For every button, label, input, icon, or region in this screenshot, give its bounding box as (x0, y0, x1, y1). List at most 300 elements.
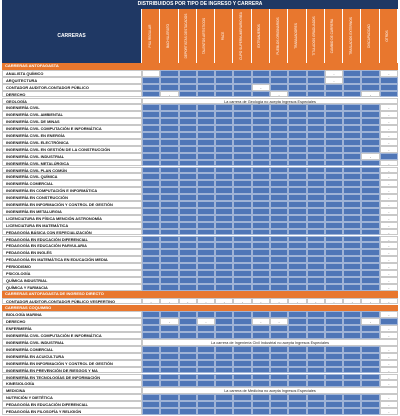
cell-enabled (252, 77, 270, 84)
cell-enabled (197, 263, 215, 270)
cell-enabled (215, 325, 233, 332)
table-row (2, 180, 398, 187)
cell-enabled (343, 380, 361, 387)
cell-enabled (179, 346, 197, 353)
cell-enabled (288, 187, 306, 194)
cell-enabled (160, 146, 178, 153)
cell-enabled (288, 173, 306, 180)
cell-enabled (270, 360, 288, 367)
cell-enabled (160, 215, 178, 222)
cell-enabled (215, 222, 233, 229)
table-row (2, 394, 398, 401)
cell-enabled (252, 70, 270, 77)
cell-enabled (179, 187, 197, 194)
cell-enabled (233, 104, 251, 111)
cell-enabled (160, 139, 178, 146)
cell-enabled (252, 160, 270, 167)
table-row (2, 111, 398, 118)
cell-enabled (361, 236, 379, 243)
cell-enabled (343, 311, 361, 318)
cell-enabled (325, 380, 343, 387)
cell-disabled: - (380, 167, 398, 174)
career-name: INGENIERÍA COMERCIAL (2, 180, 142, 187)
cell-enabled (343, 84, 361, 91)
cell-enabled (179, 118, 197, 125)
cell-enabled (215, 311, 233, 318)
cell-disabled: - (380, 132, 398, 139)
cell-enabled (307, 332, 325, 339)
cell-enabled (179, 180, 197, 187)
cell-enabled (142, 380, 160, 387)
cell-disabled: - (380, 374, 398, 381)
cell-enabled (307, 249, 325, 256)
career-name: INGENIERÍA EN ACUICULTURA (2, 353, 142, 360)
cell-enabled (307, 242, 325, 249)
career-name: INGENIERÍA CIVIL INDUSTRIAL (2, 153, 142, 160)
cell-enabled (233, 249, 251, 256)
cell-enabled (252, 118, 270, 125)
career-name: INGENIERÍA CIVIL EN ENERGÍA (2, 132, 142, 139)
cell-enabled (270, 77, 288, 84)
cell-enabled (179, 374, 197, 381)
cell-enabled (142, 311, 160, 318)
cell-enabled (343, 180, 361, 187)
cell-enabled (288, 91, 306, 98)
cell-enabled (142, 318, 160, 325)
cell-enabled (361, 132, 379, 139)
cell-enabled (288, 263, 306, 270)
column-header (288, 9, 306, 63)
cell-disabled: - (215, 298, 233, 305)
table-row (2, 236, 398, 243)
cell-enabled (361, 394, 379, 401)
table-row (2, 387, 398, 394)
cell-enabled (270, 125, 288, 132)
cell-enabled (215, 208, 233, 215)
career-name: PEDAGOGÍA EN FILOSOFÍA Y RELIGIÓN (2, 408, 142, 415)
cell-enabled (197, 229, 215, 236)
cell-enabled (288, 77, 306, 84)
cell-enabled (307, 167, 325, 174)
cell-enabled (197, 167, 215, 174)
table-row (2, 353, 398, 360)
cell-disabled: - (380, 380, 398, 387)
cell-disabled: - (380, 249, 398, 256)
cell-enabled (307, 229, 325, 236)
column-header-label: CAMBIO DE CARRERA (330, 18, 335, 54)
cell-enabled (361, 77, 379, 84)
cell-enabled (160, 187, 178, 194)
cell-enabled (325, 249, 343, 256)
cell-enabled (361, 380, 379, 387)
cell-enabled (197, 236, 215, 243)
cell-enabled (197, 132, 215, 139)
cell-enabled (197, 380, 215, 387)
cell-enabled (142, 236, 160, 243)
cell-enabled (215, 167, 233, 174)
cell-enabled (252, 208, 270, 215)
cell-enabled (215, 111, 233, 118)
cell-disabled: - (197, 318, 215, 325)
cell-enabled (270, 325, 288, 332)
cell-enabled (325, 229, 343, 236)
cell-enabled (307, 277, 325, 284)
cell-enabled (325, 160, 343, 167)
cell-enabled (270, 167, 288, 174)
cell-enabled (233, 380, 251, 387)
cell-enabled (215, 194, 233, 201)
cell-enabled (179, 311, 197, 318)
cell-enabled (307, 146, 325, 153)
cell-enabled (270, 118, 288, 125)
cell-enabled (233, 187, 251, 194)
cell-enabled (288, 249, 306, 256)
table-row (2, 173, 398, 180)
column-header (233, 9, 251, 63)
career-name: PEDAGOGÍA EN EDUCACIÓN DIFERENCIAL (2, 236, 142, 243)
cell-enabled (142, 263, 160, 270)
cell-enabled (215, 132, 233, 139)
career-name: INGENIERÍA CIVIL AMBIENTAL (2, 111, 142, 118)
cell-enabled (160, 346, 178, 353)
cell-enabled (343, 346, 361, 353)
cell-enabled (252, 180, 270, 187)
cell-enabled (307, 173, 325, 180)
cell-enabled (270, 367, 288, 374)
cell-enabled (252, 360, 270, 367)
table-row (2, 160, 398, 167)
cell-enabled (197, 242, 215, 249)
cell-enabled (307, 194, 325, 201)
table-row (2, 132, 398, 139)
cell-enabled (343, 401, 361, 408)
cell-disabled: - (270, 298, 288, 305)
cell-enabled (325, 215, 343, 222)
cell-disabled: - (160, 298, 178, 305)
cell-enabled (288, 277, 306, 284)
cell-enabled (252, 249, 270, 256)
cell-enabled (142, 125, 160, 132)
table-row (2, 118, 398, 125)
cell-enabled (307, 346, 325, 353)
cell-enabled (197, 401, 215, 408)
cell-enabled (179, 132, 197, 139)
cell-enabled (197, 408, 215, 415)
cell-enabled (142, 401, 160, 408)
cell-enabled (215, 229, 233, 236)
cell-disabled: - (380, 325, 398, 332)
table-row (2, 256, 398, 263)
cell-enabled (361, 256, 379, 263)
table-row (2, 332, 398, 339)
cell-enabled (215, 215, 233, 222)
cell-enabled (215, 270, 233, 277)
cell-enabled (307, 236, 325, 243)
cell-enabled (179, 408, 197, 415)
table-row (2, 70, 398, 77)
cell-enabled (252, 111, 270, 118)
career-name: BIOLOGÍA MARINA (2, 311, 142, 318)
cell-enabled (307, 132, 325, 139)
cell-enabled (307, 153, 325, 160)
cell-enabled (179, 332, 197, 339)
cell-enabled (361, 180, 379, 187)
cell-enabled (197, 222, 215, 229)
cell-enabled (215, 84, 233, 91)
cell-enabled (270, 401, 288, 408)
cell-enabled (197, 325, 215, 332)
cell-enabled (288, 367, 306, 374)
cell-enabled (179, 91, 197, 98)
cell-enabled (160, 249, 178, 256)
cell-enabled (343, 132, 361, 139)
cell-enabled (361, 270, 379, 277)
section-header: CARRERAS ANTOFAGASTA (2, 63, 398, 70)
cell-enabled (252, 408, 270, 415)
cell-enabled (197, 77, 215, 84)
column-header-label: DEPORTISTAS DESTACADOS (184, 13, 189, 59)
table-row (2, 284, 398, 291)
cell-enabled (361, 374, 379, 381)
cell-enabled (307, 318, 325, 325)
cell-enabled (160, 311, 178, 318)
cell-enabled (142, 367, 160, 374)
table-row (2, 167, 398, 174)
cell-enabled (252, 167, 270, 174)
cell-enabled (215, 91, 233, 98)
cell-enabled (361, 208, 379, 215)
cell-enabled (179, 277, 197, 284)
cell-enabled (288, 125, 306, 132)
career-name: PEDAGOGÍA EN INGLÉS (2, 249, 142, 256)
cell-enabled (343, 284, 361, 291)
cell-enabled (197, 194, 215, 201)
cell-enabled (179, 146, 197, 153)
cell-enabled (215, 332, 233, 339)
cell-enabled (270, 346, 288, 353)
cell-enabled (325, 401, 343, 408)
cell-disabled: - (380, 353, 398, 360)
cell-enabled (288, 139, 306, 146)
cell-enabled (160, 173, 178, 180)
cell-enabled (197, 360, 215, 367)
section-header: CARRERAS COQUIMBO (2, 305, 398, 312)
cell-enabled (252, 215, 270, 222)
cell-enabled (215, 367, 233, 374)
cell-enabled (142, 408, 160, 415)
cell-enabled (142, 118, 160, 125)
cell-enabled (142, 270, 160, 277)
column-header-label: BACHILLERATO (166, 24, 171, 48)
cell-enabled (179, 229, 197, 236)
career-name: LICENCIATURA EN FÍSICA MENCIÓN ASTRONOMÍA (2, 215, 142, 222)
cell-disabled: - (233, 298, 251, 305)
cell-enabled (307, 201, 325, 208)
cell-enabled (215, 249, 233, 256)
cell-disabled: - (380, 187, 398, 194)
cell-enabled (325, 118, 343, 125)
column-header (160, 9, 178, 63)
cell-disabled: - (142, 298, 160, 305)
cell-enabled (179, 125, 197, 132)
cell-enabled (215, 70, 233, 77)
cell-enabled (361, 229, 379, 236)
cell-enabled (288, 408, 306, 415)
cell-enabled (325, 284, 343, 291)
cell-enabled (343, 325, 361, 332)
cell-enabled (142, 153, 160, 160)
cell-enabled (288, 160, 306, 167)
cell-enabled (325, 394, 343, 401)
cell-enabled (252, 284, 270, 291)
cell-enabled (179, 394, 197, 401)
cell-enabled (270, 311, 288, 318)
cell-enabled (252, 236, 270, 243)
cell-enabled (142, 242, 160, 249)
cell-enabled (197, 374, 215, 381)
table-row (2, 187, 398, 194)
cell-disabled: - (380, 284, 398, 291)
cell-enabled (288, 394, 306, 401)
cell-disabled: - (197, 298, 215, 305)
cell-enabled (288, 360, 306, 367)
cell-enabled (197, 256, 215, 263)
cell-disabled: - (252, 298, 270, 305)
cell-enabled (343, 256, 361, 263)
cell-enabled (160, 160, 178, 167)
cell-enabled (325, 104, 343, 111)
cell-disabled: - (380, 394, 398, 401)
cell-enabled (160, 229, 178, 236)
cell-enabled (179, 84, 197, 91)
cell-enabled (325, 367, 343, 374)
cell-disabled: - (380, 201, 398, 208)
cell-enabled (270, 194, 288, 201)
cell-enabled (361, 167, 379, 174)
cell-enabled (325, 270, 343, 277)
cell-enabled (325, 139, 343, 146)
cell-enabled (160, 201, 178, 208)
cell-enabled (233, 77, 251, 84)
career-name: LICENCIATURA EN MATEMÁTICA (2, 222, 142, 229)
cell-enabled (179, 318, 197, 325)
column-header (325, 9, 343, 63)
cell-enabled (142, 353, 160, 360)
cell-enabled (160, 84, 178, 91)
career-name: INGENIERÍA CIVIL ELECTRÓNICA (2, 139, 142, 146)
cell-enabled (179, 367, 197, 374)
cell-enabled (215, 180, 233, 187)
cell-enabled (160, 208, 178, 215)
cell-enabled (270, 277, 288, 284)
cell-enabled (215, 353, 233, 360)
cell-disabled: - (307, 298, 325, 305)
cell-enabled (233, 201, 251, 208)
cell-enabled (361, 215, 379, 222)
cell-enabled (307, 360, 325, 367)
cell-enabled (343, 215, 361, 222)
cell-enabled (270, 242, 288, 249)
cell-enabled (252, 187, 270, 194)
column-header (380, 9, 398, 63)
career-name: MEDICINA (2, 387, 142, 394)
cell-enabled (325, 408, 343, 415)
cell-enabled (343, 91, 361, 98)
cell-enabled (270, 256, 288, 263)
cell-enabled (233, 229, 251, 236)
cell-enabled (197, 249, 215, 256)
cell-enabled (325, 132, 343, 139)
career-name: GEOLOGÍA (2, 98, 142, 105)
career-name: PEDAGOGÍA EN EDUCACIÓN PARVULARIA (2, 242, 142, 249)
cell-enabled (233, 194, 251, 201)
cell-enabled (270, 229, 288, 236)
cell-enabled (307, 160, 325, 167)
cell-enabled (288, 242, 306, 249)
cell-enabled (343, 222, 361, 229)
cell-enabled (215, 201, 233, 208)
cell-enabled (142, 180, 160, 187)
cell-enabled (215, 173, 233, 180)
cell-disabled: - (380, 215, 398, 222)
cell-enabled (343, 360, 361, 367)
cell-enabled (288, 146, 306, 153)
cell-enabled (179, 236, 197, 243)
cell-enabled (270, 173, 288, 180)
cell-enabled (142, 332, 160, 339)
column-header (215, 9, 233, 63)
cell-enabled (343, 173, 361, 180)
cell-enabled (160, 394, 178, 401)
cell-enabled (361, 146, 379, 153)
cell-enabled (233, 222, 251, 229)
cell-disabled: - (288, 298, 306, 305)
cell-enabled (343, 249, 361, 256)
cell-enabled (325, 222, 343, 229)
career-name: CONTADOR AUDITOR-CONTADOR PÚBLICO VESPERTINO (2, 298, 142, 305)
cell-enabled (233, 242, 251, 249)
cell-enabled (179, 242, 197, 249)
cell-enabled (270, 104, 288, 111)
cell-enabled (215, 374, 233, 381)
cell-enabled (160, 194, 178, 201)
cell-enabled (197, 125, 215, 132)
cell-enabled (307, 118, 325, 125)
cell-enabled (233, 311, 251, 318)
cell-enabled (307, 270, 325, 277)
career-name: INGENIERÍA CIVIL METALÚRGICA (2, 160, 142, 167)
cell-enabled (215, 394, 233, 401)
career-name: INGENIERÍA CIVIL EN GESTIÓN DE LA CONSTRUCCIÓN (2, 146, 142, 153)
cell-enabled (288, 132, 306, 139)
cell-enabled (215, 256, 233, 263)
table-row (2, 91, 398, 98)
cell-enabled (215, 146, 233, 153)
cell-enabled (252, 346, 270, 353)
cell-disabled: - (380, 194, 398, 201)
cell-enabled (307, 380, 325, 387)
cell-enabled (325, 332, 343, 339)
cell-disabled: - (380, 173, 398, 180)
cell-enabled (252, 194, 270, 201)
cell-enabled (288, 111, 306, 118)
cell-enabled (179, 111, 197, 118)
cell-disabled (142, 70, 160, 77)
cell-enabled (233, 332, 251, 339)
cell-enabled (343, 167, 361, 174)
cell-enabled (197, 332, 215, 339)
cell-enabled (270, 374, 288, 381)
